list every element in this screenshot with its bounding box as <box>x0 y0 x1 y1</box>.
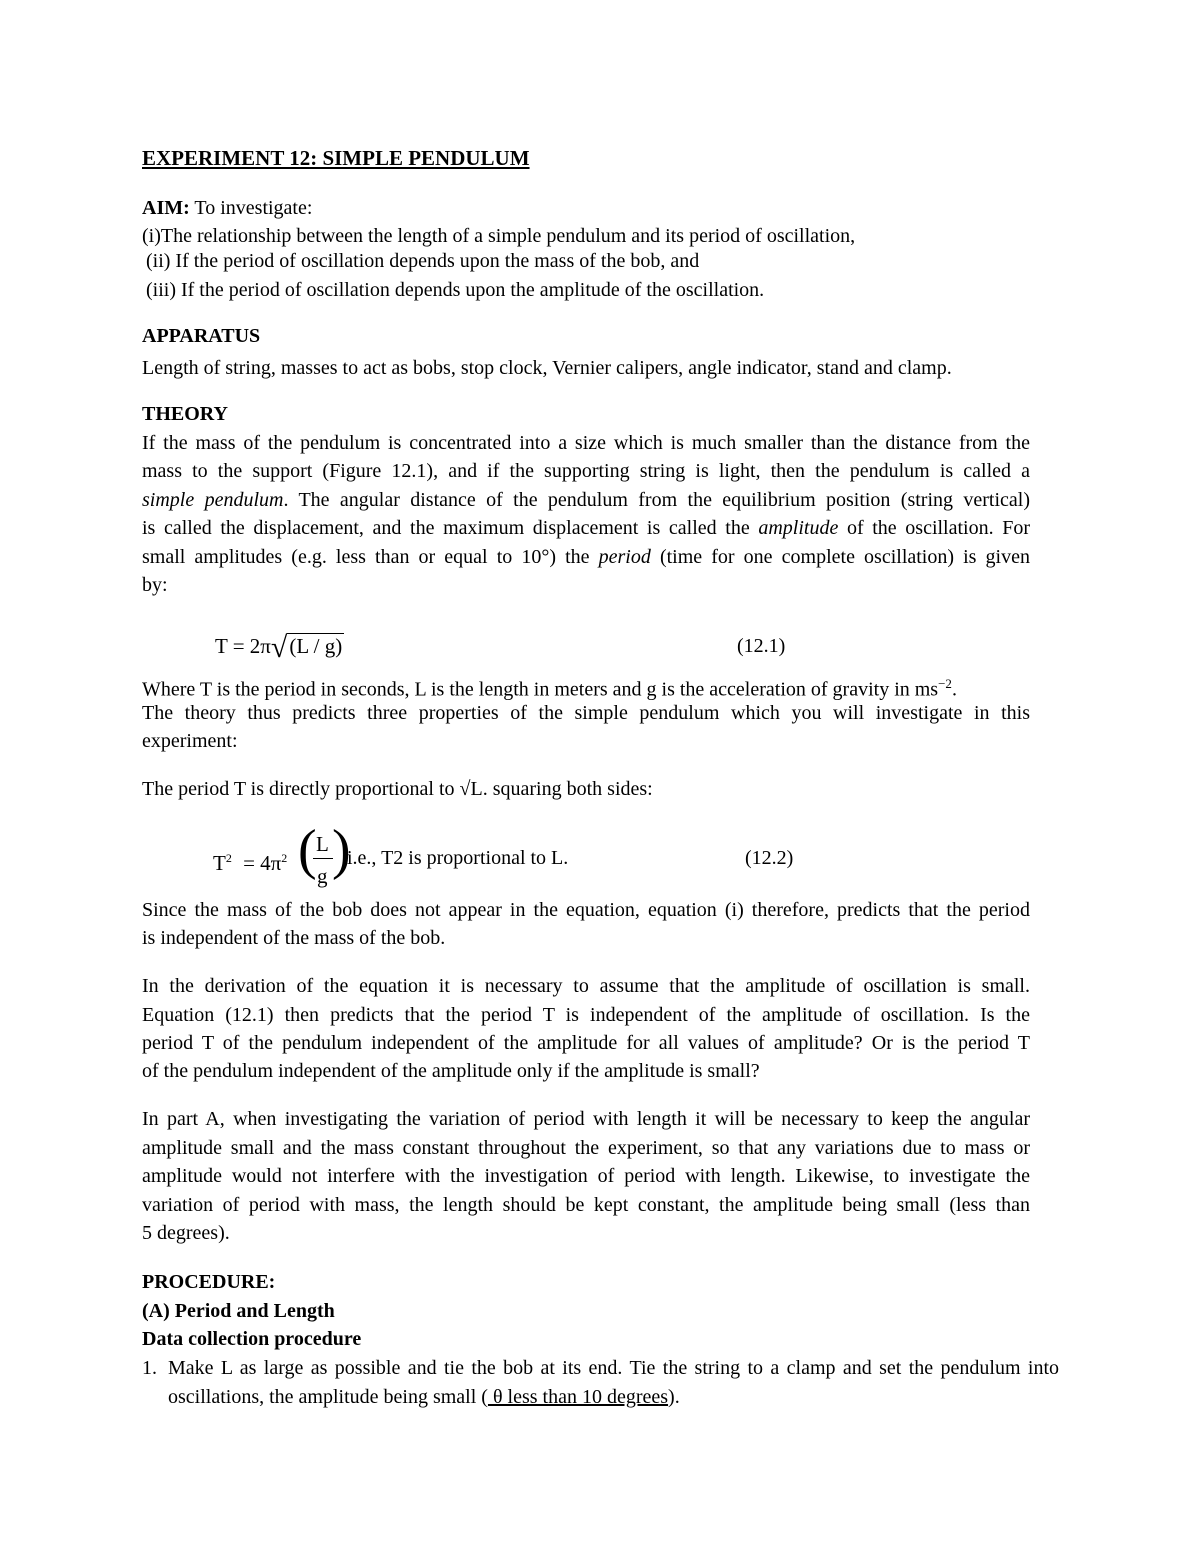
theory-p2-line2: is independent of the mass of the bob. <box>142 927 446 949</box>
procedure-heading: PROCEDURE: <box>142 1271 276 1293</box>
procedure-subsubheading: Data collection procedure <box>142 1328 362 1350</box>
theory-p4-line3: amplitude would not interfere with the investigation of period with length. Likewise, to investigate the <box>142 1165 1030 1187</box>
equation-12-2 <box>213 846 287 875</box>
theory-p1-line5-a: small amplitudes (e.g. less than or equal to 10°) the <box>142 546 599 568</box>
theory-p1-line4 <box>142 516 1030 540</box>
eq2-denominator: g <box>317 864 328 888</box>
step1-line2-a: oscillations, the amplitude being small ( <box>168 1386 488 1408</box>
eq2-text: i.e., T2 is proportional to L. <box>347 847 569 869</box>
after-eq1-end: . <box>951 678 957 701</box>
page-title: EXPERIMENT 12: SIMPLE PENDULUM <box>142 146 530 170</box>
step1-line2-underlined: θ less than 10 degrees <box>487 1386 669 1408</box>
equation-12-2-number: (12.2) <box>745 847 794 869</box>
theory-p3-line4: of the pendulum independent of the amplitude only if the amplitude is small? <box>142 1060 760 1082</box>
theory-p3-line1: In the derivation of the equation it is necessary to assume that the amplitude of oscillation is small. <box>142 975 1030 997</box>
equation-12-1-number: (12.1) <box>737 635 786 657</box>
theory-proportional: The period T is directly proportional to √L. squaring both sides: <box>142 778 653 800</box>
aim-item-2: (ii) If the period of oscillation depends upon the mass of the bob, and <box>146 250 700 272</box>
eq1-radicand: (L / g) <box>289 634 343 658</box>
apparatus-heading: APPARATUS <box>142 325 261 347</box>
theory-p4-line1: In part A, when investigating the variation of period with length it will be necessary to keep the angular <box>142 1108 1030 1130</box>
aim-line <box>142 196 312 220</box>
procedure-step1-line1: Make L as large as possible and tie the bob at its end. Tie the string to a clamp and set the pendulum into <box>168 1357 1059 1379</box>
theory-p1-line5 <box>142 545 1030 569</box>
theory-p1-line6: by: <box>142 574 168 596</box>
term-amplitude: amplitude <box>758 517 839 539</box>
procedure-step1-line2 <box>168 1385 680 1409</box>
procedure-subheading: (A) Period and Length <box>142 1300 335 1322</box>
eq2-lhs-sup: 2 <box>225 851 232 865</box>
theory-p3-line3: period T of the pendulum independent of the amplitude for all values of amplitude? Or is the period T <box>142 1032 1030 1054</box>
theory-p2-line1: Since the mass of the bob does not appear in the equation, equation (i) therefore, predicts that the period <box>142 899 1030 921</box>
theory-after-eq1-line2: The theory thus predicts three properties of the simple pendulum which you will investigate in this <box>142 702 1030 724</box>
theory-p4-line4: variation of period with mass, the length should be kept constant, the amplitude being small (less than <box>142 1194 1030 1216</box>
apparatus-text: Length of string, masses to act as bobs, stop clock, Vernier calipers, angle indicator, stand and clamp. <box>142 357 952 379</box>
theory-heading: THEORY <box>142 403 228 425</box>
equation-12-1 <box>215 631 344 664</box>
step1-line2-b: ). <box>668 1386 680 1408</box>
after-eq1-sup: −2 <box>938 676 952 691</box>
aim-lead: To investigate: <box>194 197 313 219</box>
eq2-mid: = 4π <box>243 851 282 875</box>
term-simple-pendulum: simple pendulum <box>142 489 284 511</box>
theory-p1-line3 <box>142 488 1030 512</box>
eq2-left-paren: ( <box>298 819 317 881</box>
eq1-lhs: T = 2π <box>215 634 271 658</box>
sqrt-sign: √ <box>270 631 288 664</box>
eq2-lhs: T <box>213 851 226 875</box>
aim-item-1: (i)The relationship between the length of a simple pendulum and its period of oscillation, <box>142 225 856 247</box>
eq2-right-paren: ) <box>332 819 351 881</box>
procedure-step1-number: 1. <box>142 1357 157 1379</box>
theory-p4-line5: 5 degrees). <box>142 1222 230 1244</box>
after-eq1-text: Where T is the period in seconds, L is the length in meters and g is the acceleration of gravity in ms <box>142 678 939 701</box>
theory-p1-line2: mass to the support (Figure 12.1), and if the supporting string is light, then the pendulum is called a <box>142 460 1030 482</box>
theory-p1-line3-rest: . The angular distance of the pendulum from the equilibrium position (string vertical) <box>283 489 1030 511</box>
theory-after-eq1-line1 <box>142 672 957 702</box>
eq2-mid-sup: 2 <box>281 851 288 865</box>
aim-label: AIM: <box>142 197 190 219</box>
theory-p1-line4-b: of the oscillation. For <box>838 517 1031 539</box>
eq2-numerator: L <box>316 832 329 856</box>
eq2-fraction-bar <box>313 858 333 859</box>
term-period: period <box>598 546 651 568</box>
theory-p4-line2: amplitude small and the mass constant throughout the experiment, so that any variations due to mass or <box>142 1137 1030 1159</box>
theory-p1-line1: If the mass of the pendulum is concentrated into a size which is much smaller than the distance from the <box>142 432 1030 454</box>
theory-p3-line2: Equation (12.1) then predicts that the period T is independent of the amplitude of oscillation. Is the <box>142 1004 1030 1026</box>
aim-item-3: (iii) If the period of oscillation depends upon the amplitude of the oscillation. <box>146 279 765 301</box>
theory-p1-line4-a: is called the displacement, and the maximum displacement is called the <box>142 517 759 539</box>
theory-after-eq1-line3: experiment: <box>142 730 238 752</box>
theory-p1-line5-b: (time for one complete oscillation) is given <box>650 546 1030 568</box>
